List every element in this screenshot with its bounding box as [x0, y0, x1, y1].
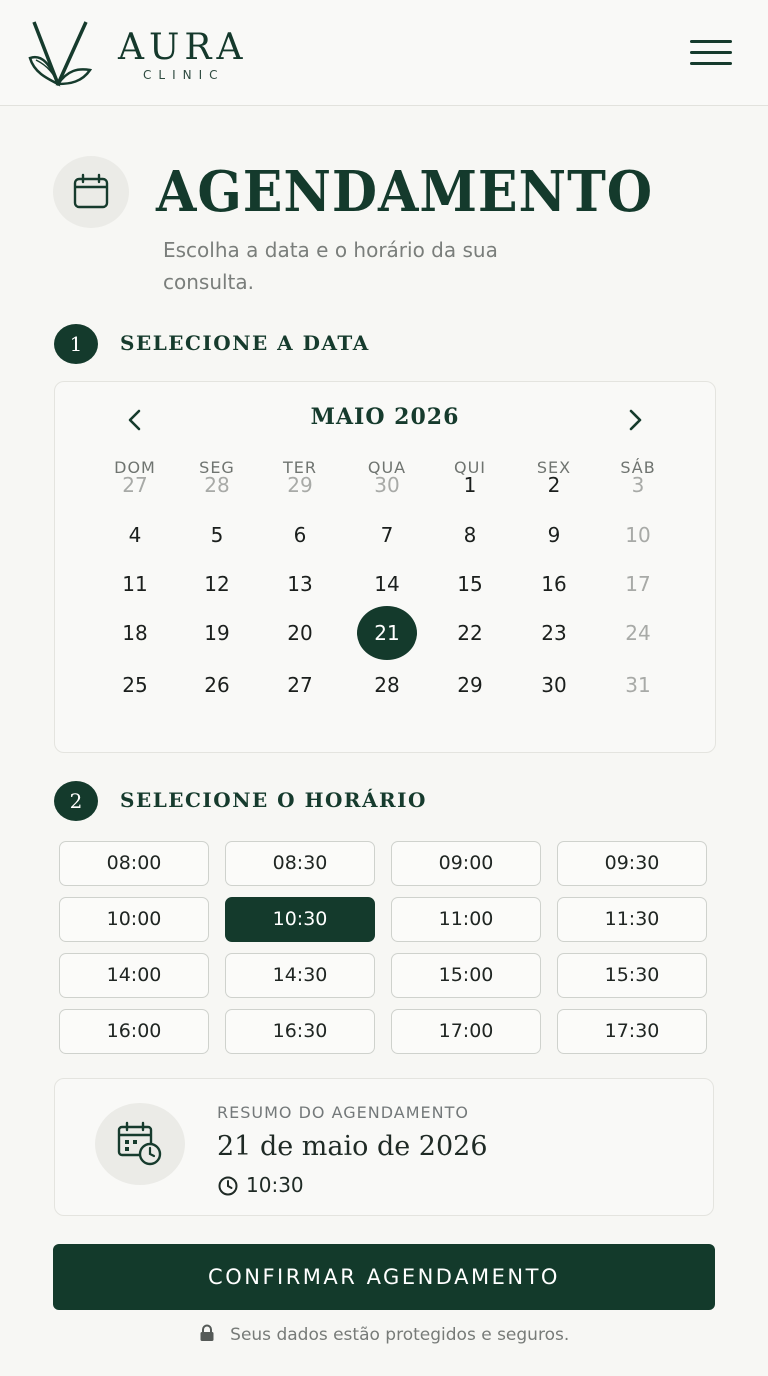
calendar-day[interactable]: 2 [547, 473, 561, 497]
step-1-label: SELECIONE A DATA [120, 331, 370, 355]
summary-label: RESUMO DO AGENDAMENTO [217, 1103, 469, 1122]
calendar-day[interactable]: 12 [204, 572, 230, 596]
page-title: AGENDAMENTO [156, 159, 654, 225]
calendar-day[interactable]: 26 [204, 673, 230, 697]
calendar-day[interactable]: 29 [457, 673, 483, 697]
time-slot[interactable]: 17:30 [557, 1009, 707, 1054]
brand-name: AURA [118, 27, 248, 68]
calendar-day[interactable]: 15 [457, 572, 483, 596]
calendar-day[interactable]: 19 [204, 621, 230, 645]
calendar-day[interactable]: 1 [463, 473, 477, 497]
calendar-day: 29 [287, 473, 313, 497]
calendar-day[interactable]: 14 [374, 572, 400, 596]
calendar-day[interactable]: 13 [287, 572, 313, 596]
calendar-day: 3 [631, 473, 645, 497]
brand [118, 28, 247, 82]
weekday-label: SEX [536, 458, 572, 477]
calendar-day[interactable]: 9 [547, 523, 561, 547]
calendar-day[interactable]: 20 [287, 621, 313, 645]
calendar-day[interactable]: 30 [541, 673, 567, 697]
time-slot[interactable]: 15:30 [557, 953, 707, 998]
calendar-day[interactable]: 16 [541, 572, 567, 596]
calendar-day[interactable]: 6 [293, 523, 307, 547]
page-subtitle: Escolha a data e o horário da sua consulta. [163, 238, 498, 294]
time-slot[interactable]: 08:00 [59, 841, 209, 886]
calendar-icon [53, 156, 129, 228]
confirm-booking-button[interactable]: CONFIRMAR AGENDAMENTO [53, 1244, 715, 1310]
time-slot[interactable]: 15:00 [391, 953, 541, 998]
time-slot[interactable]: 17:00 [391, 1009, 541, 1054]
time-slot[interactable]: 08:30 [225, 841, 375, 886]
step-1-badge: 1 [54, 324, 98, 364]
time-slot[interactable]: 16:30 [225, 1009, 375, 1054]
time-slot[interactable]: 10:00 [59, 897, 209, 942]
time-slot[interactable]: 11:00 [391, 897, 541, 942]
time-slot[interactable]: 14:00 [59, 953, 209, 998]
calendar-day[interactable]: 18 [122, 621, 148, 645]
step-2-badge: 2 [54, 781, 98, 821]
chevron-right-icon[interactable] [617, 402, 653, 438]
hamburger-menu-icon[interactable] [688, 36, 734, 68]
calendar-day[interactable]: 27 [287, 673, 313, 697]
calendar-day[interactable]: 23 [541, 621, 567, 645]
app-header [0, 0, 768, 106]
time-slot[interactable]: 09:30 [557, 841, 707, 886]
calendar-day: 30 [374, 473, 400, 497]
summary-date: 21 de maio de 2026 [217, 1131, 488, 1162]
clock-icon [217, 1175, 239, 1201]
weekday-label: TER [283, 458, 317, 477]
weekday-label: QUA [367, 458, 407, 477]
calendar-month-label: MAIO 2026 [310, 404, 460, 430]
calendar-clock-icon [95, 1103, 185, 1185]
summary-time: 10:30 [246, 1173, 304, 1197]
calendar-day-selected[interactable]: 21 [357, 606, 417, 660]
calendar-day: 27 [122, 473, 148, 497]
weekday-label: DOM [114, 458, 156, 477]
calendar-day: 10 [625, 523, 651, 547]
time-slot[interactable]: 16:00 [59, 1009, 209, 1054]
calendar-day[interactable]: 25 [122, 673, 148, 697]
booking-summary [54, 1078, 714, 1216]
weekday-label: SEG [199, 458, 235, 477]
calendar [54, 381, 716, 753]
calendar-day[interactable]: 22 [457, 621, 483, 645]
calendar-day: 31 [625, 673, 651, 697]
calendar-day: 24 [625, 621, 651, 645]
time-slot[interactable]: 14:30 [225, 953, 375, 998]
time-slot-selected[interactable]: 10:30 [225, 897, 375, 942]
calendar-day: 28 [204, 473, 230, 497]
calendar-day[interactable]: 8 [463, 523, 477, 547]
lock-icon [199, 1325, 230, 1345]
aura-logo-icon[interactable] [28, 18, 92, 90]
time-slot[interactable]: 09:00 [391, 841, 541, 886]
calendar-day[interactable]: 7 [380, 523, 394, 547]
calendar-day[interactable]: 28 [374, 673, 400, 697]
calendar-day[interactable]: 5 [210, 523, 224, 547]
time-slot[interactable]: 11:30 [557, 897, 707, 942]
step-2-label: SELECIONE O HORÁRIO [120, 788, 427, 812]
calendar-day: 17 [625, 572, 651, 596]
calendar-day[interactable]: 4 [128, 523, 142, 547]
security-note [0, 1324, 768, 1345]
security-text: Seus dados estão protegidos e seguros. [230, 1325, 570, 1345]
calendar-day[interactable]: 11 [122, 572, 148, 596]
weekday-label: QUI [453, 458, 487, 477]
brand-subtitle: CLINIC [143, 68, 225, 82]
weekday-label: SÁB [620, 458, 656, 477]
